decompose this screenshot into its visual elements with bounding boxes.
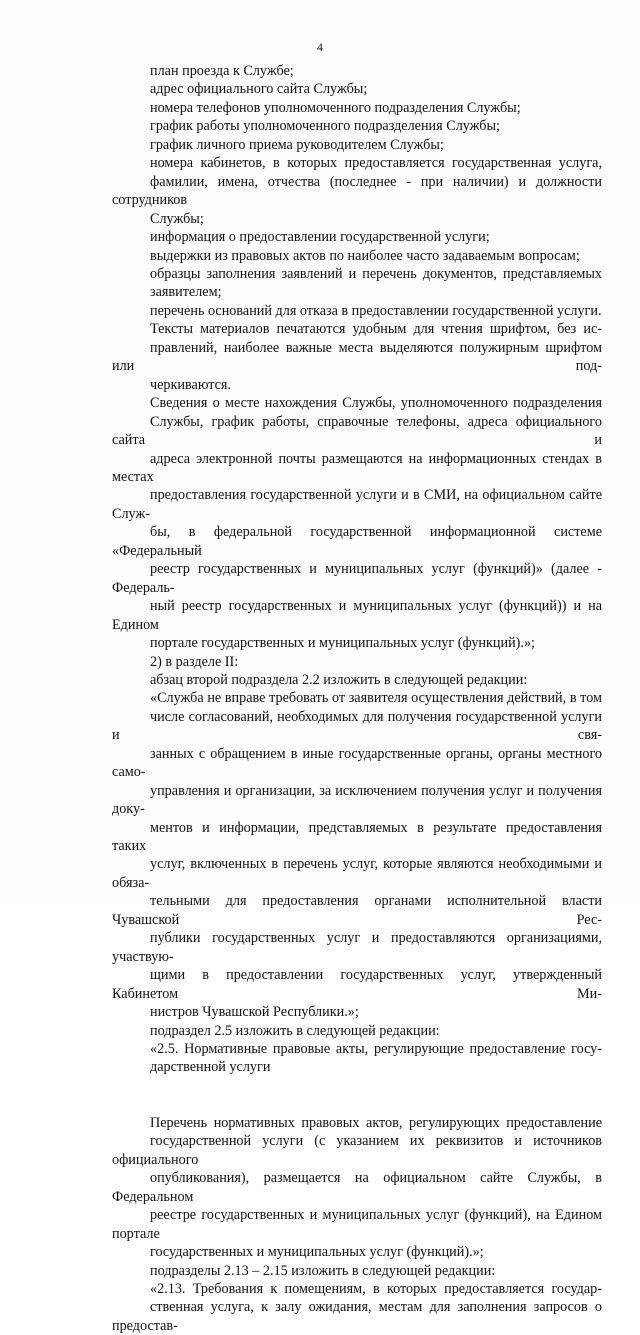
text-line: реестр государственных и муниципальных услуг (функций)» (далее - Федераль- [112,561,602,596]
text-line: опубликования), размещается на официальном сайте Службы, в Федеральном [112,1170,602,1205]
text-line: управления и организации, за исключением получения услуг и получения доку- [112,782,602,818]
text-line: 2) в разделе II: [150,653,239,670]
paragraph [112,1280,602,1335]
text-line: фамилии, имена, отчества (последнее - при наличии) и должности сотрудников [112,173,602,209]
text-line: адреса электронной почты размещаются на информационных стендах в местах [112,450,602,485]
paragraph [112,394,602,652]
paragraph [112,117,602,135]
text-line: график работы уполномоченного подразделения Службы; [150,118,500,135]
text-line: номера кабинетов, в которых предоставляется государственная услуга, [150,155,602,172]
text-line: «2.13. Требования к помещениям, в которых предоставляется государ- [150,1281,602,1297]
text-line: ный реестр государственных и муниципальных услуг (функций)) и на Едином [112,598,602,633]
text-line: абзац второй подраздела 2.2 изложить в следующей редакции: [150,671,528,688]
text-line: Службы, график работы, справочные телефоны, адреса официального сайта и [112,413,602,449]
text-line: предоставления государственной услуги и в СМИ, на официальном сайте Служ- [112,487,602,522]
text-line: план проезда к Службе; [150,63,294,79]
text-line: числе согласований, необходимых для получения государственной услуги и свя- [112,708,602,744]
text-line: Тексты материалов печатаются удобным для чтения шрифтом, без ис- [150,321,602,338]
text-line: номера телефонов уполномоченного подразделения Службы; [150,99,521,116]
paragraph [112,1040,602,1077]
text-line: правлений, наиболее важные места выделяются полужирным шрифтом или под- [112,339,602,375]
text-line: публики государственных услуг и предоставляются организациями, участвую- [112,930,602,965]
text-line: график личного приема руководителем Службы; [150,136,444,153]
paragraph [112,136,602,154]
text-line: заявителем; [150,284,222,301]
text-line: реестре государственных и муниципальных услуг (функций), на Едином портале [112,1207,602,1242]
paragraph [112,689,602,1021]
text-line: подраздел 2.5 изложить в следующей редакции: [150,1022,440,1039]
text-line: Перечень нормативных правовых актов, регулирующих предоставление [150,1114,602,1131]
text-line: портале государственных и муниципальных услуг (функций).»; [150,635,535,652]
text-line: Сведения о месте нахождения Службы, уполномоченного подразделения [150,395,602,412]
paragraph [112,80,602,98]
text-line: адрес официального сайта Службы; [150,81,368,98]
text-line: щими в предоставлении государственных услуг, утвержденный Кабинетом Ми- [112,967,602,1002]
paragraph [112,1114,602,1262]
document-body [112,62,602,1335]
paragraph [112,154,602,228]
text-line: Службы; [150,210,204,227]
text-line: бы, в федеральной государственной информационной системе «Федеральный [112,524,602,559]
page-number: 4 [317,40,323,54]
text-line: нистров Чувашской Республики.»; [150,1004,359,1021]
text-line: дарственной услуги [150,1059,271,1076]
text-line: государственной услуги (с указанием их реквизитов и источников официального [112,1133,602,1168]
text-line: тельными для предоставления органами исполнительной власти Чувашской Рес- [112,893,602,928]
text-line: выдержки из правовых актов по наиболее часто задаваемым вопросам; [150,247,580,264]
paragraph [112,671,602,689]
paragraph [112,320,602,394]
paragraph [112,653,602,671]
text-line: государственных и муниципальных услуг (функций).»; [150,1244,484,1261]
paragraph [112,302,602,320]
text-line: черкиваются. [150,376,231,393]
paragraph [112,1022,602,1040]
text-line: образцы заполнения заявлений и перечень документов, представляемых [150,265,602,282]
text-line: «2.5. Нормативные правовые акты, регулирующие предоставление госу- [150,1041,602,1058]
text-line: ментов и информации, представляемых в результате предоставления таких [112,819,602,855]
text-line: подразделы 2.13 – 2.15 изложить в следующей редакции: [150,1262,496,1279]
text-line: занных с обращением в иные государственные органы, органы местного само- [112,745,602,781]
paragraph [112,228,602,246]
paragraph [112,265,602,302]
text-line: перечень оснований для отказа в предоставлении государственной услуги. [150,302,602,319]
text-line: услуг, включенных в перечень услуг, которые являются необходимыми и обяза- [112,856,602,891]
text-line: информация о предоставлении государственной услуги; [150,229,490,246]
paragraph [112,62,602,80]
text-line: ственная услуга, к залу ожидания, местам для заполнения запросов о предостав- [112,1299,602,1334]
paragraph [112,1262,602,1280]
paragraph [112,247,602,265]
paragraph [112,99,602,117]
text-line: «Служба не вправе требовать от заявителя осуществления действий, в том [150,690,602,707]
